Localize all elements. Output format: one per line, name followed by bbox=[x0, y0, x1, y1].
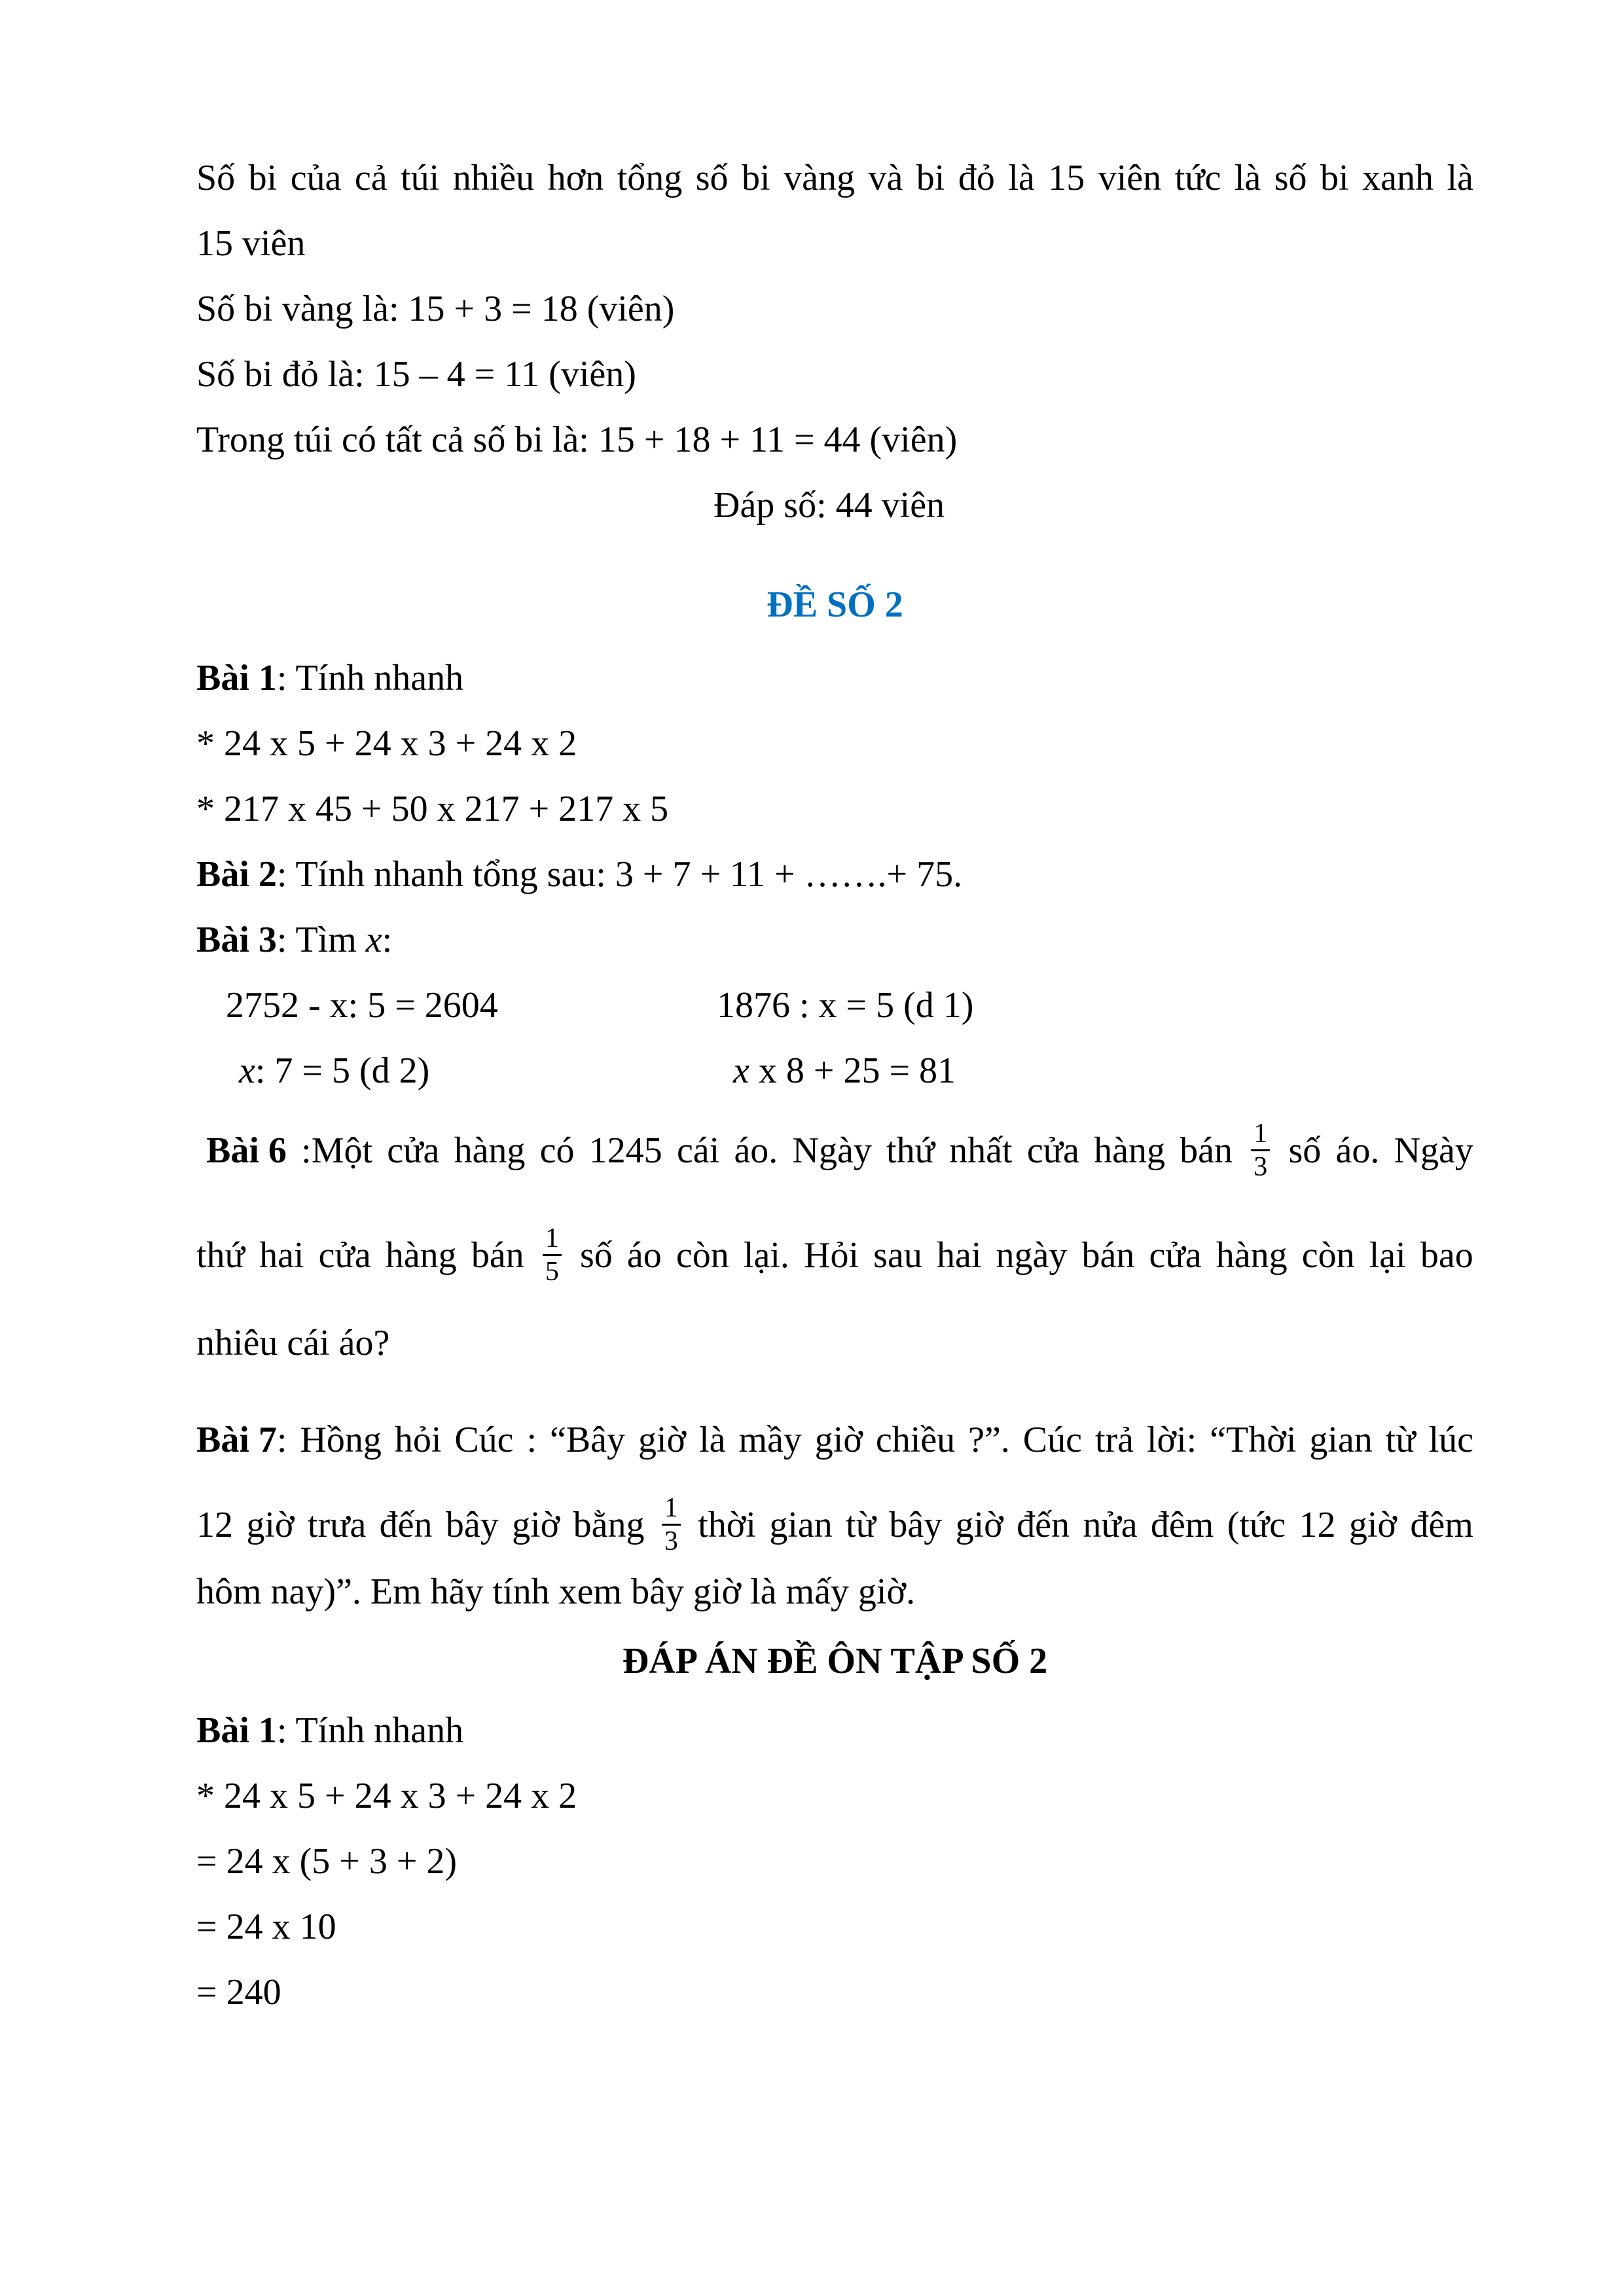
bai7-fraction-numerator: 1 bbox=[664, 1493, 678, 1523]
bai1-expr-1: * 24 x 5 + 24 x 3 + 24 x 2 bbox=[196, 723, 577, 764]
prev-solution-line-3: Số bi vàng là: 15 + 3 = 18 (viên) bbox=[196, 289, 675, 329]
word: 12 bbox=[196, 1504, 233, 1545]
word: hai bbox=[259, 1234, 304, 1276]
bai7-label bbox=[196, 1422, 287, 1458]
word: :Một bbox=[301, 1130, 373, 1171]
bai7-line-2 bbox=[196, 1494, 1473, 1556]
word: áo. bbox=[734, 1130, 778, 1171]
word: hàng bbox=[385, 1234, 457, 1276]
word: tổng bbox=[617, 158, 683, 198]
bai3-eq-2: 1876 : x = 5 (d 1) bbox=[717, 985, 974, 1026]
ans-bai1-line-1: * 24 x 5 + 24 x 3 + 24 x 2 bbox=[196, 1776, 577, 1816]
word: cửa bbox=[387, 1130, 440, 1171]
word: giờ bbox=[246, 1504, 295, 1545]
word: lúc bbox=[1428, 1420, 1473, 1460]
word: thứ bbox=[886, 1130, 935, 1171]
word: hàng bbox=[1216, 1234, 1288, 1276]
word: Ngày bbox=[792, 1130, 872, 1171]
word: bây bbox=[889, 1504, 943, 1545]
bai6-line-1 bbox=[206, 1119, 1473, 1181]
ans-bai1-line-4: = 240 bbox=[196, 1972, 281, 2013]
bai1-label: Bài 1 bbox=[196, 658, 277, 698]
word: lại. bbox=[743, 1234, 789, 1276]
word: nửa bbox=[1083, 1504, 1138, 1545]
bai2-heading bbox=[196, 856, 962, 893]
word: là bbox=[1234, 158, 1261, 198]
word: số bbox=[695, 158, 729, 198]
bai2-label: Bài 2 bbox=[196, 854, 277, 895]
bai7-fraction-denominator: 3 bbox=[664, 1526, 678, 1557]
word: số bbox=[1274, 158, 1307, 198]
prev-solution-answer: Đáp số: 44 viên bbox=[713, 485, 945, 526]
word: bán bbox=[471, 1234, 524, 1276]
word: giờ bbox=[814, 1420, 863, 1460]
bai7-line-3: hôm nay)”. Em hãy tính xem bây giờ là mấy giờ. bbox=[196, 1571, 916, 1612]
bai6-line-3: nhiêu cái áo? bbox=[196, 1323, 390, 1363]
word: từ bbox=[1385, 1420, 1416, 1460]
word: Ngày bbox=[1394, 1130, 1473, 1171]
word: 15 bbox=[1048, 158, 1085, 198]
word: thứ bbox=[196, 1234, 245, 1276]
bai3-eq4-var: x bbox=[733, 1050, 749, 1091]
bai6-fraction-2-numerator: 1 bbox=[545, 1223, 559, 1253]
ans-bai1-text: : Tính nhanh bbox=[276, 1710, 464, 1751]
word: “Bây bbox=[549, 1420, 626, 1460]
word: hàng bbox=[454, 1130, 526, 1171]
word: túi bbox=[401, 158, 440, 198]
bai6-label: Bài 6 bbox=[206, 1130, 287, 1171]
ans-bai1-line-2: = 24 x (5 + 3 + 2) bbox=[196, 1841, 458, 1882]
bai3-eq-3 bbox=[239, 1052, 429, 1089]
word: bi bbox=[916, 158, 945, 198]
bai6-line-2 bbox=[196, 1224, 1473, 1286]
word: bi bbox=[248, 158, 278, 198]
prev-solution-line-2: 15 viên bbox=[196, 223, 306, 264]
word: đến bbox=[1017, 1504, 1070, 1545]
prev-solution-line-1 bbox=[196, 160, 1473, 196]
word: sau bbox=[873, 1234, 922, 1276]
bai6-fraction-2-denominator: 5 bbox=[545, 1257, 559, 1287]
word: là bbox=[1447, 158, 1473, 198]
word: (tức bbox=[1227, 1504, 1286, 1545]
word: chiều bbox=[875, 1420, 956, 1460]
bai3-var: x bbox=[365, 920, 382, 960]
word: có bbox=[539, 1130, 575, 1171]
word: nhất bbox=[949, 1130, 1013, 1171]
word: bi bbox=[1320, 158, 1349, 198]
ans-bai1-label: Bài 1 bbox=[196, 1710, 277, 1751]
bai3-eq-1: 2752 - x: 5 = 2604 bbox=[226, 985, 498, 1026]
word: Cúc bbox=[454, 1420, 514, 1460]
word: hỏi bbox=[394, 1420, 442, 1460]
word: còn bbox=[1301, 1234, 1355, 1276]
word: giờ bbox=[512, 1504, 560, 1545]
word: Hồng bbox=[300, 1420, 382, 1460]
word: đỏ bbox=[958, 158, 995, 198]
word: cả bbox=[354, 158, 388, 198]
bai2-text: : Tính nhanh tổng sau: 3 + 7 + 11 + …….+ 75. bbox=[276, 854, 963, 895]
word: giờ bbox=[955, 1504, 1003, 1545]
bai7-fraction bbox=[662, 1494, 681, 1556]
bai6-fraction-1-denominator: 3 bbox=[1254, 1152, 1268, 1183]
word: áo. bbox=[1335, 1130, 1380, 1171]
bai6-fraction-1 bbox=[1251, 1119, 1270, 1181]
word: từ bbox=[846, 1504, 876, 1545]
word: bán bbox=[1081, 1234, 1135, 1276]
word: xanh bbox=[1362, 158, 1434, 198]
bai1-heading bbox=[196, 660, 463, 696]
word: cửa bbox=[1026, 1130, 1079, 1171]
ans-bai1-heading bbox=[196, 1712, 463, 1749]
word: đêm bbox=[1150, 1504, 1214, 1545]
bai1-expr-2: * 217 x 45 + 50 x 217 + 217 x 5 bbox=[196, 789, 669, 829]
word: 1245 bbox=[588, 1130, 662, 1171]
bai3-eq3-var: x bbox=[239, 1050, 255, 1091]
word: bằng bbox=[573, 1504, 645, 1545]
word: của bbox=[290, 158, 342, 198]
word: hơn bbox=[547, 158, 604, 198]
word: cửa bbox=[318, 1234, 371, 1276]
word: lời: bbox=[1146, 1420, 1197, 1460]
exam-title: ĐỀ SỐ 2 bbox=[767, 584, 903, 625]
word: đến bbox=[379, 1504, 433, 1545]
word: mầy bbox=[738, 1420, 802, 1460]
word: tức bbox=[1174, 158, 1221, 198]
word: thời bbox=[698, 1504, 756, 1545]
word: là bbox=[699, 1420, 726, 1460]
bai3-label: Bài 3 bbox=[196, 920, 277, 960]
word: Số bbox=[196, 158, 236, 198]
word: còn bbox=[676, 1234, 729, 1276]
prev-solution-line-5: Trong túi có tất cả số bi là: 15 + 18 + 11 = 44 (viên) bbox=[196, 420, 958, 460]
bai6-fraction-2 bbox=[543, 1224, 562, 1286]
word: hàng bbox=[1094, 1130, 1165, 1171]
word: Cúc bbox=[1022, 1420, 1082, 1460]
word: trưa bbox=[307, 1504, 367, 1545]
word: là bbox=[1008, 158, 1035, 198]
word: 12 bbox=[1299, 1504, 1336, 1545]
bai3-eq3-rest: : 7 = 5 (d 2) bbox=[255, 1050, 430, 1091]
prev-solution-line-4: Số bi đỏ là: 15 – 4 = 11 (viên) bbox=[196, 354, 636, 395]
word: bao bbox=[1420, 1234, 1473, 1276]
word: cái bbox=[676, 1130, 720, 1171]
bai3-text: : Tìm bbox=[276, 920, 366, 960]
word: gian bbox=[769, 1504, 833, 1545]
word: cửa bbox=[1149, 1234, 1202, 1276]
word: lại bbox=[1369, 1234, 1406, 1276]
word: số bbox=[579, 1234, 613, 1276]
word: trả bbox=[1094, 1420, 1134, 1460]
bai1-text: : Tính nhanh bbox=[276, 658, 464, 698]
word: bi bbox=[742, 158, 770, 198]
bai3-heading bbox=[196, 922, 392, 958]
bai6-fraction-1-numerator: 1 bbox=[1254, 1119, 1268, 1149]
word: “Thời bbox=[1210, 1420, 1297, 1460]
word: hai bbox=[936, 1234, 982, 1276]
ans-bai1-line-3: = 24 x 10 bbox=[196, 1907, 336, 1947]
bai3-eq4-rest: x 8 + 25 = 81 bbox=[749, 1050, 956, 1091]
word: đêm bbox=[1410, 1504, 1473, 1545]
bai3-eq-4 bbox=[733, 1052, 956, 1089]
word: gian bbox=[1309, 1420, 1373, 1460]
word: số bbox=[1288, 1130, 1322, 1171]
word: áo bbox=[626, 1234, 662, 1276]
word: Hỏi bbox=[804, 1234, 859, 1276]
word: ?”. bbox=[968, 1420, 1010, 1460]
word: bây bbox=[445, 1504, 499, 1545]
answer-title: ĐÁP ÁN ĐỀ ÔN TẬP SỐ 2 bbox=[622, 1641, 1048, 1681]
word: vàng bbox=[784, 158, 855, 198]
word: bán bbox=[1180, 1130, 1233, 1171]
word: và bbox=[868, 158, 903, 198]
word: giờ bbox=[1348, 1504, 1398, 1545]
bai7-label-text: Bài 7 bbox=[196, 1420, 277, 1460]
word: giờ bbox=[638, 1420, 687, 1460]
bai7-line-1 bbox=[196, 1422, 1473, 1458]
word: : bbox=[526, 1420, 537, 1460]
word: viên bbox=[1098, 158, 1162, 198]
bai3-colon: : bbox=[382, 920, 393, 960]
word: nhiều bbox=[452, 158, 535, 198]
word: ngày bbox=[996, 1234, 1068, 1276]
bai7-label-colon: : bbox=[276, 1420, 287, 1460]
